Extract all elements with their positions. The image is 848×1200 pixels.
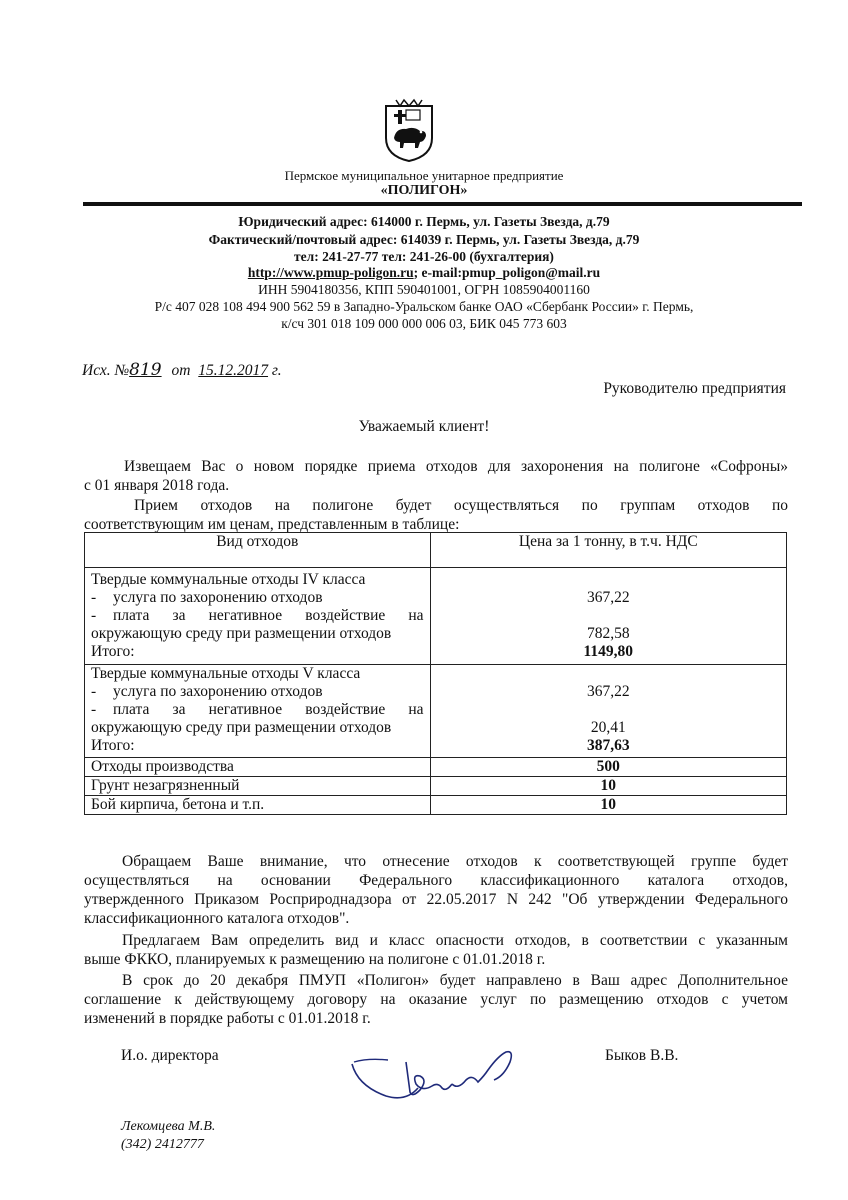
notice-2-line1: Предлагаем Вам определить вид и класс опасности отходов, в соответствии с указанным [122, 932, 788, 949]
notice-3-line1: В срок до 20 декабря ПМУП «Полигон» будет направлено в Ваш адрес Дополнительное [122, 972, 788, 989]
table-row-group4 [85, 568, 787, 665]
ref-suffix: г. [271, 362, 282, 379]
header-rule [83, 202, 802, 206]
outgoing-ref [82, 361, 282, 380]
signer-position: И.о. директора [121, 1047, 219, 1064]
org-line-1: Пермское муниципальное унитарное предприятие [284, 168, 564, 183]
group5-fee-line2: окружающую среду при размещении отходов [91, 719, 392, 736]
notice-1-line2: осуществляться на основании Федерального классификационного каталога отходов, [84, 872, 788, 889]
table-row [85, 758, 787, 777]
row-name: Бой кирпича, бетона и т.п. [85, 796, 431, 815]
group4-total-label: Итого: [91, 643, 135, 660]
website-link[interactable]: http://www.pmup-poligon.ru [247, 265, 414, 280]
group5-fee-line1: - плата за негативное воздействие на [91, 701, 424, 718]
col-header-type: Вид отходов [85, 533, 431, 568]
actual-address: Фактический/почтовый адрес: 614039 г. Пермь, ул. Газеты Звезда, д.79 [208, 232, 640, 247]
executor-phone: (342) 2412777 [121, 1137, 204, 1152]
p1-line1: Извещаем Вас о новом порядке приема отходов для захоронения на полигоне «Софроны» [124, 458, 788, 475]
row-name: Отходы производства [85, 758, 431, 777]
group4-fee-price: 782,58 [586, 625, 630, 642]
table-row [85, 777, 787, 796]
group5-total-label: Итого: [91, 737, 135, 754]
handwritten-signature [348, 1040, 523, 1110]
row-price: 10 [430, 777, 786, 796]
org-ids: ИНН 5904180356, КПП 590401001, ОГРН 1085904001160 [258, 282, 590, 297]
ref-number: 819 [129, 360, 162, 380]
notice-block [84, 852, 788, 1028]
row-name: Грунт незагрязненный [85, 777, 431, 796]
group4-fee-line1: - плата за негативное воздействие на [91, 607, 424, 624]
intro-paragraph [84, 457, 788, 534]
notice-1-line1: Обращаем Ваше внимание, что отнесение отходов к соответствующей группе будет [122, 853, 788, 870]
notice-3-line2: соглашение к действующему договору на оказание услуг по размещению отходов с учетом [84, 991, 788, 1008]
row-price: 500 [430, 758, 786, 777]
notice-1-line3: утвержденного Приказом Росприроднадзора от 22.05.2017 N 242 "Об утверждении Федерального [84, 891, 788, 908]
ref-prefix: Исх. № [82, 362, 130, 379]
row-price: 10 [430, 796, 786, 815]
p2-line1: Прием отходов на полигоне будет осуществляться по группам отходов по [134, 497, 788, 514]
table-row-group5 [85, 665, 787, 758]
p2-line2: соответствующим им ценам, представленным в таблице: [84, 516, 460, 533]
contacts [0, 265, 848, 281]
price-table [84, 532, 787, 815]
org-name: «ПОЛИГОН» [380, 183, 468, 198]
notice-3-line3: изменений в порядке работы с 01.01.2018 г. [84, 1010, 371, 1027]
table-row [85, 796, 787, 815]
ref-date: 15.12.2017 [198, 362, 269, 379]
notice-2-line2: выше ФККО, планируемых к размещению на полигоне с 01.01.2018 г. [84, 951, 546, 968]
col-header-price: Цена за 1 тонну, в т.ч. НДС [430, 533, 786, 568]
group5-title: Твердые коммунальные отходы V класса [91, 665, 361, 682]
executor-name: Лекомцева М.В. [121, 1119, 216, 1134]
email: ; e-mail:pmup_poligon@mail.ru [413, 265, 601, 280]
notice-1-line4: классификационного каталога отходов". [84, 910, 350, 927]
group5-service: - услуга по захоронению отходов [91, 683, 323, 700]
addressee: Руководителю предприятия [603, 380, 786, 397]
group5-service-price: 367,22 [586, 683, 630, 700]
ref-from: от [171, 362, 191, 379]
p1-line2: с 01 января 2018 года. [84, 477, 230, 494]
phones: тел: 241-27-77 тел: 241-26-00 (бухгалтерия) [294, 249, 554, 264]
group4-service: - услуга по захоронению отходов [91, 589, 323, 606]
table-header-row [85, 533, 787, 568]
group4-total-price: 1149,80 [583, 643, 634, 660]
greeting: Уважаемый клиент! [358, 418, 490, 435]
coat-of-arms-emblem [384, 98, 434, 162]
signer-name: Быков В.В. [605, 1047, 679, 1064]
group4-title: Твердые коммунальные отходы IV класса [91, 571, 366, 588]
group5-fee-price: 20,41 [590, 719, 626, 736]
corr-account: к/сч 301 018 109 000 000 006 03, БИК 045 773 603 [281, 316, 567, 331]
group5-total-price: 387,63 [586, 737, 630, 754]
group4-fee-line2: окружающую среду при размещении отходов [91, 625, 392, 642]
bank-account: Р/с 407 028 108 494 900 562 59 в Западно-Уральском банке ОАО «Сбербанк России» г. Пермь, [154, 299, 694, 314]
legal-address: Юридический адрес: 614000 г. Пермь, ул. Газеты Звезда, д.79 [238, 214, 610, 229]
group4-service-price: 367,22 [586, 589, 630, 606]
